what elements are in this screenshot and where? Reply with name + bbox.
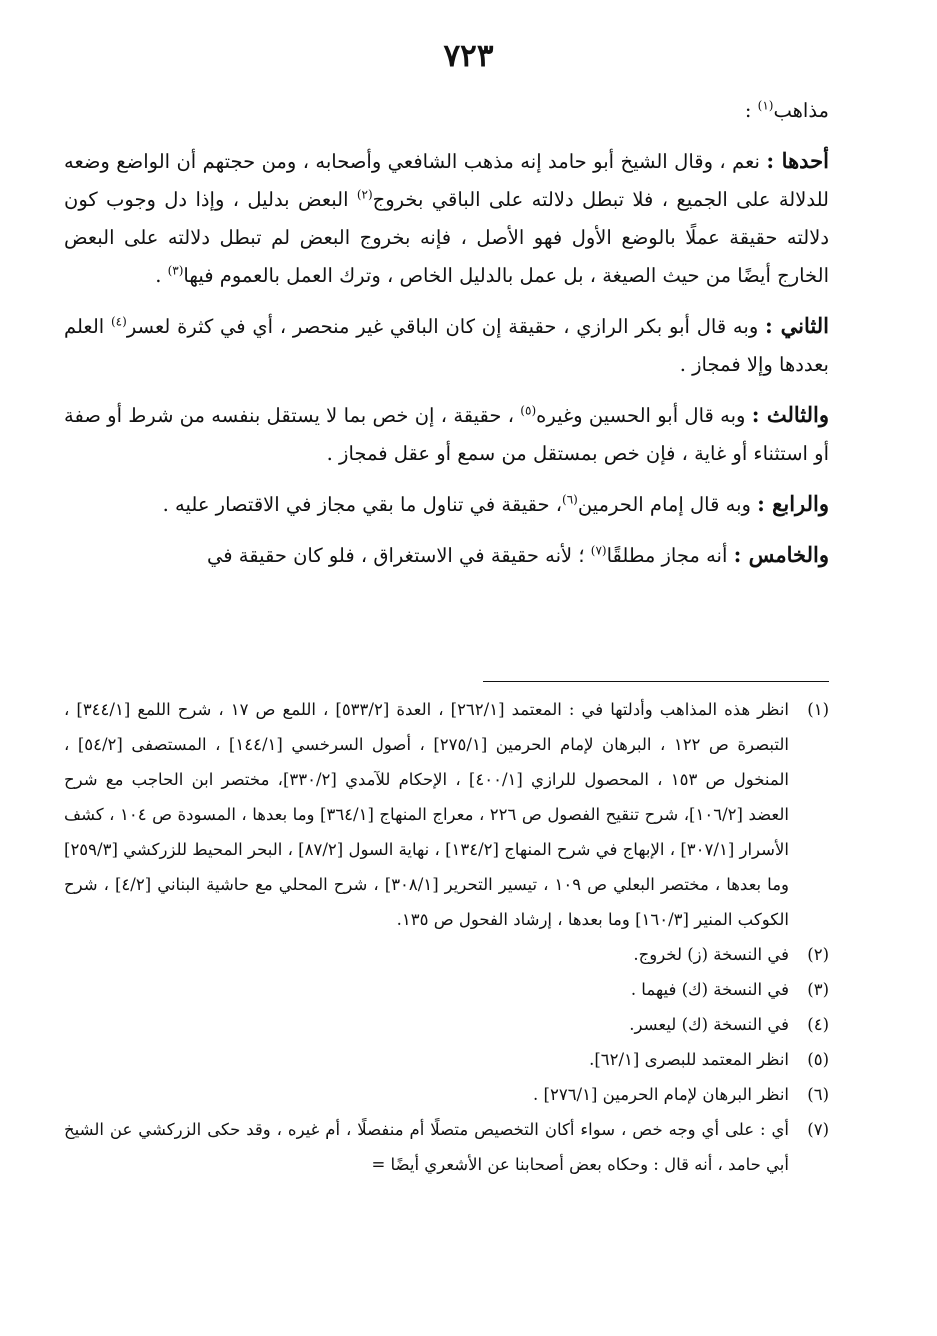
footnote-text: انظر المعتمد للبصرى [٦٢/١]. xyxy=(589,1050,789,1069)
footnote-ref[interactable]: (٤) xyxy=(110,314,127,329)
footnote-ref[interactable]: (٣) xyxy=(167,263,184,278)
footnote-number: (٦) xyxy=(807,1085,829,1104)
footnote-ref[interactable]: (٧) xyxy=(590,543,607,558)
paragraph-label: والخامس : xyxy=(733,542,829,567)
footnote-separator xyxy=(483,681,829,682)
footnote xyxy=(64,1112,829,1182)
paragraph-label: أحدها : xyxy=(766,148,829,173)
footnote-number: (١) xyxy=(807,700,829,719)
paragraph-text: ؛ لأنه حقيقة في الاستغراق ، فلو كان حقيقة في xyxy=(207,544,591,567)
paragraph-label: والرابع : xyxy=(757,491,829,516)
footnote-number: (٥) xyxy=(807,1050,829,1069)
footnote-ref[interactable]: (٥) xyxy=(520,403,537,418)
intro-text: مذاهب xyxy=(773,99,829,122)
footnote xyxy=(64,1077,829,1112)
footnote-text: انظر البرهان لإمام الحرمين [٢٧٦/١] . xyxy=(533,1085,789,1104)
paragraph xyxy=(64,307,829,384)
footnote xyxy=(64,937,829,972)
footnote-ref[interactable]: (١) xyxy=(757,98,774,113)
footnote-text: في النسخة (ك) فيهما . xyxy=(630,980,789,999)
intro-tail: : xyxy=(744,99,758,122)
main-text xyxy=(64,92,829,587)
paragraph-text: . xyxy=(155,264,168,287)
footnote-number: (٧) xyxy=(807,1120,829,1139)
footnote-ref[interactable]: (٢) xyxy=(356,187,373,202)
paragraph-text: ، حقيقة ، إن خص بما لا يستقل بنفسه من شرط أو صفة أو استثناء أو غاية ، فإن خص بمستقل من سمع أو عقل فمجاز . xyxy=(64,404,829,465)
footnote xyxy=(64,1007,829,1042)
paragraph xyxy=(64,485,829,524)
footnotes xyxy=(64,692,829,1182)
paragraph-text: البعض بدليل ، وإذا دل وجوب كون دلالته حقيقة عملًا بالوضع الأول فهو الأصل ، فإنه بخروج البعض لم تبطل دلالته على البعض الخارج أيضًا من حيث الصيغة ، بل عمل بالدليل الخاص ، وترك العمل بالعموم فيها xyxy=(64,188,829,287)
footnote-number: (٢) xyxy=(807,945,829,964)
paragraph-text: وبه قال أبو بكر الرازي ، حقيقة إن كان الباقي غير منحصر ، أي في كثرة لعسر xyxy=(126,315,766,338)
paragraph-text: نعم ، وقال الشيخ أبو حامد إنه مذهب الشافعي وأصحابه ، ومن حجتهم أن الواضع وضعه للدلالة على الجميع ، فلا تبطل دلالته على الباقي بخروج xyxy=(64,150,829,211)
paragraph-label: والثالث : xyxy=(751,402,829,427)
footnote-text: في النسخة (ز) لخروج. xyxy=(633,945,789,964)
paragraph-text: ، حقيقة في تناول ما بقي مجاز في الاقتصار عليه . xyxy=(162,493,562,516)
footnote-number: (٤) xyxy=(807,1015,829,1034)
footnote-text: أي : على أي وجه خص ، سواء أكان التخصيص متصلًا أم منفصلًا ، أم غيره ، وقد حكى الزركشي عن الشيخ أبي حامد ، أنه قال : وحكاه بعض أصحابنا عن الأشعري أيضًا = xyxy=(64,1120,789,1174)
paragraph xyxy=(64,142,829,295)
footnote xyxy=(64,692,829,937)
footnote-text: في النسخة (ك) ليعسر. xyxy=(629,1015,789,1034)
paragraph-text: العلم بعددها وإلا فمجاز . xyxy=(64,315,829,376)
footnote-number: (٣) xyxy=(807,980,829,999)
paragraph xyxy=(64,396,829,473)
paragraph-label: الثاني : xyxy=(765,313,829,338)
footnote-ref[interactable]: (٦) xyxy=(562,492,578,507)
paragraph-list xyxy=(64,142,829,575)
footnote xyxy=(64,972,829,1007)
footnote-text: انظر هذه المذاهب وأدلتها في : المعتمد [٢٦٢/١] ، العدة [٥٣٣/٢] ، اللمع ص ١٧ ، شرح اللمع [٣٤٤/١] ، التبصرة ص ١٢٢ ، البرهان لإمام الحرمين [٢٧٥/١] ، أصول السرخسي [١٤٤/١] ، المستصفى [٥٤/٢] ، المنخول ص ١٥٣ ، المحصول للرازي [٤٠٠/١] ، الإحكام للآمدي [٣٣٠/٢]، مختصر ابن الحاجب مع شرح العضد [١٠٦/٢]، شرح تنقيح الفصول ص ٢٢٦ ، معراج المنهاج [٣٦٤/١] وما بعدها ، المسودة ص ١٠٤ ، كشف الأسرار [٣٠٧/١] ، الإبهاج في شرح المنهاج [١٣٤/٢] ، نهاية السول [٨٧/٢] ، البحر المحيط للزركشي [٢٥٩/٣] وما بعدها ، مختصر البعلي ص ١٠٩ ، تيسير التحرير [٣٠٨/١] ، شرح المحلي مع حاشية البناني [٤/٢] ، شرح الكوكب المنير [١٦٠/٣] وما بعدها ، إرشاد الفحول ص ١٣٥. xyxy=(64,700,790,929)
paragraph-text: وبه قال أبو الحسين وغيره xyxy=(536,404,752,427)
footnote xyxy=(64,1042,829,1077)
paragraph xyxy=(64,536,829,575)
intro-line xyxy=(64,92,829,130)
page-number: ٧٢٣ xyxy=(443,38,494,74)
paragraph-text: وبه قال إمام الحرمين xyxy=(577,493,758,516)
paragraph-text: أنه مجاز مطلقًا xyxy=(606,544,734,567)
